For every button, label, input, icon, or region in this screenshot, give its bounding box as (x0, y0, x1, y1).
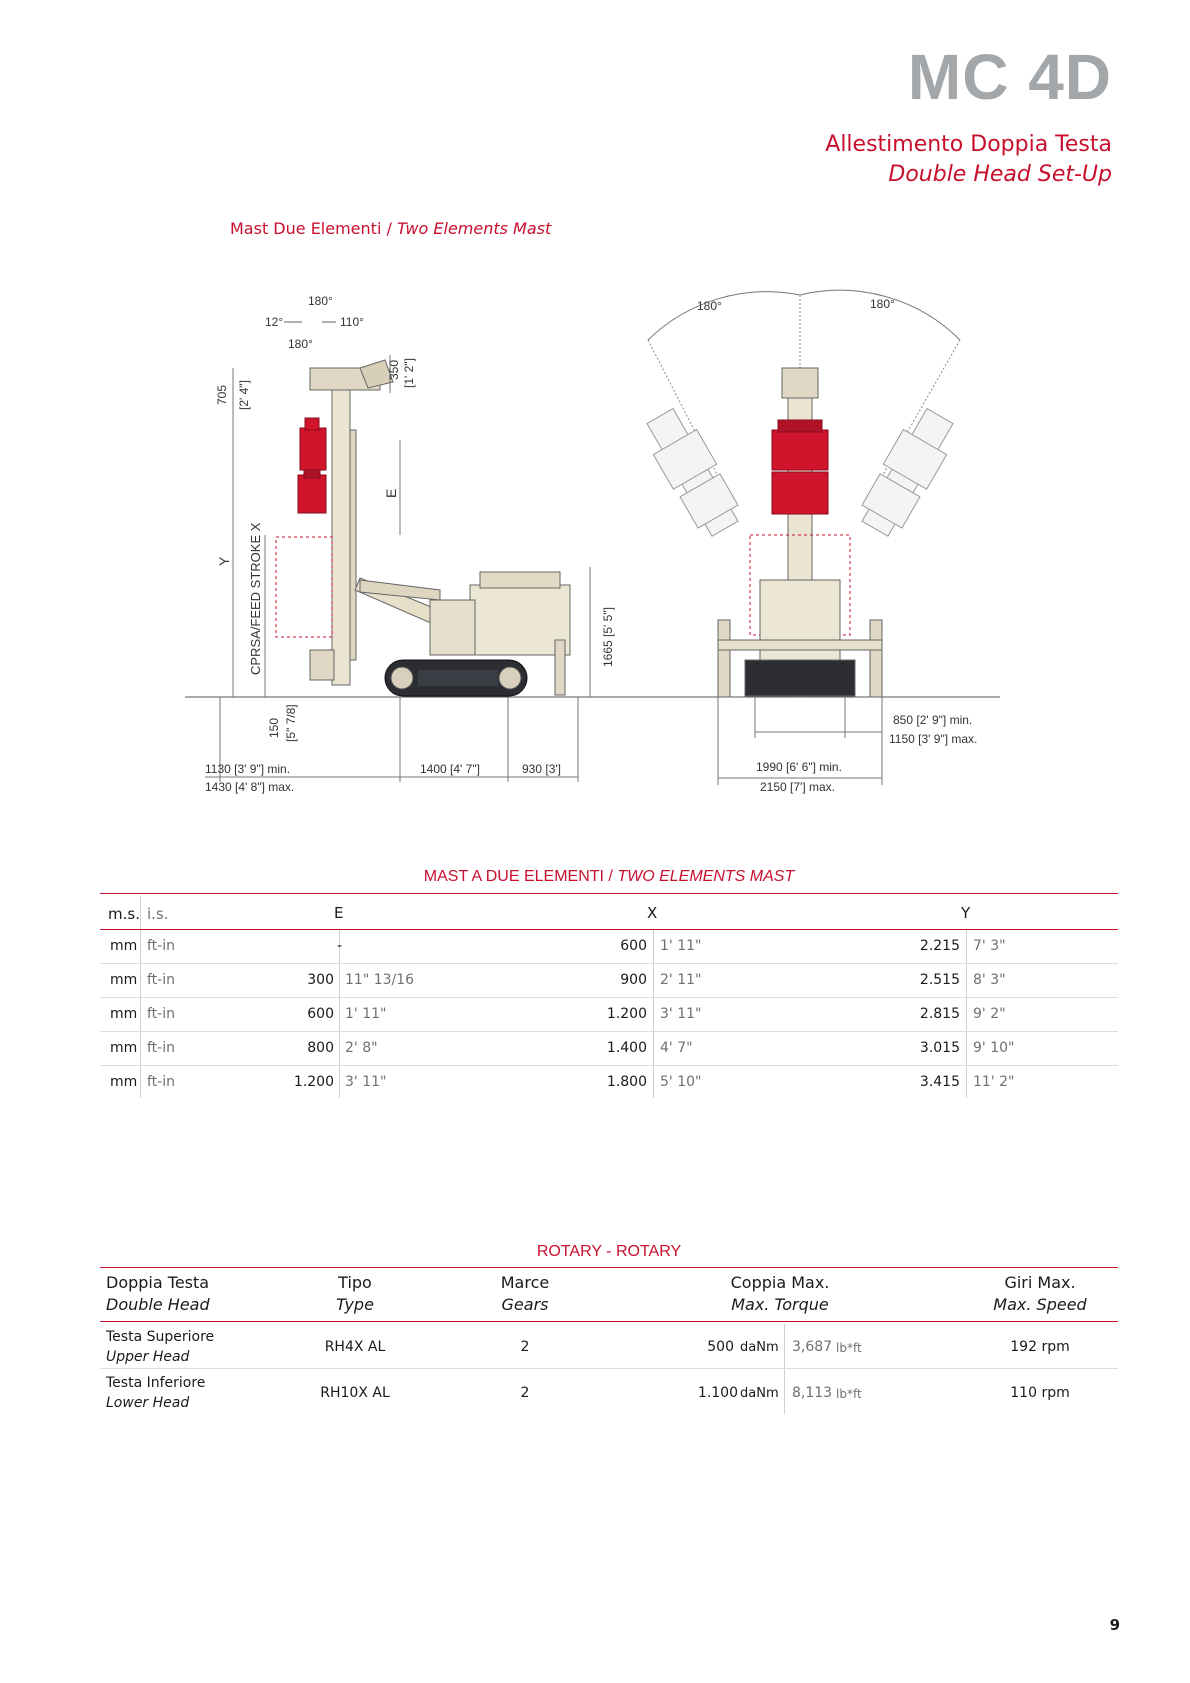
front-crossbeam (718, 640, 882, 650)
page-number: 9 (1109, 1616, 1120, 1634)
row-e-mm: 600 (307, 1006, 334, 1022)
mast-table-title-sep: / (603, 868, 618, 885)
rotary-header-it: Giri Max. (1004, 1273, 1076, 1292)
track-wheel-right (499, 667, 521, 689)
rotary-row-gears: 2 (520, 1339, 530, 1355)
dim-1990-label: 1990 [6' 6"] min. (756, 760, 842, 774)
rotary-name-it: Testa Superiore (106, 1329, 215, 1345)
model-title: MC 4D (907, 41, 1112, 113)
row-ms: mm (110, 1040, 138, 1056)
front-head-cap (778, 420, 822, 432)
rotary-header-en: Max. Speed (993, 1295, 1087, 1314)
header-is: i.s. (147, 905, 169, 923)
row-e-mm: 1.200 (293, 1074, 334, 1090)
header-x: X (647, 904, 658, 922)
row-e-in: 3' 11" (345, 1074, 387, 1090)
row-rule (100, 1065, 1118, 1066)
rotary-row-name (106, 1373, 205, 1413)
mast-table-header-rule (100, 929, 1118, 930)
mast-table-title-it: MAST A DUE ELEMENTI (423, 868, 604, 885)
engine-top (480, 572, 560, 588)
row-ms: mm (110, 972, 138, 988)
rotary-row-gears: 2 (520, 1385, 530, 1401)
row-x-mm: 1.200 (606, 1006, 647, 1022)
dim-1130-label: 1130 [3' 9"] min. (205, 762, 291, 776)
rotary-header-en: Type (336, 1295, 374, 1314)
row-rule (100, 963, 1118, 964)
rotary-row-torque-imp: 8,113 (792, 1385, 833, 1401)
dim-1150-label: 1150 [3' 9"] max. (889, 732, 978, 746)
rotary-table-title: ROTARY - ROTARY (536, 1243, 682, 1260)
header-e: E (334, 904, 344, 922)
section-label-it: Mast Due Elementi (230, 219, 382, 238)
row-rule (100, 1031, 1118, 1032)
rotary-name-it: Testa Inferiore (106, 1375, 206, 1391)
rotary-row-torque-imp-unit: lb*ft (836, 1387, 862, 1401)
mast-table-title (100, 868, 1118, 886)
row-x-in: 5' 10" (660, 1074, 702, 1090)
row-x-in: 2' 11" (660, 972, 702, 988)
rotary-row-name (106, 1327, 214, 1367)
rotary-row-speed: 110 rpm (1010, 1385, 1070, 1401)
dim-150-imp-label: [5" 7/8] (284, 704, 298, 742)
mast-foot (310, 650, 334, 680)
row-is: ft-in (147, 1074, 175, 1090)
rot-right-label: 110° (340, 315, 364, 329)
rotary-row-torque: 1.100 (697, 1385, 738, 1401)
row-ms: mm (110, 938, 138, 954)
row-x-mm: 1.800 (606, 1074, 647, 1090)
rotary-row-torque: 500 (707, 1339, 734, 1355)
front-mast-top (782, 368, 818, 398)
rotary-header-gears (470, 1272, 580, 1316)
dim-e-label: E (383, 488, 399, 498)
row-x-mm: 600 (620, 938, 647, 954)
dim-850-label: 850 [2' 9"] min. (893, 713, 973, 727)
row-e-mm: - (336, 938, 342, 954)
rotary-header-en: Max. Torque (731, 1295, 829, 1314)
front-undercarriage (745, 660, 855, 696)
row-y-mm: 2.215 (919, 938, 960, 954)
col-divider (339, 930, 340, 1098)
rotary-row-torque-unit: daNm (740, 1340, 779, 1355)
rot-top-label: 180° (308, 294, 333, 308)
dim-705-imp-label: [2' 4"] (237, 380, 251, 410)
row-e-in: 2' 8" (345, 1040, 378, 1056)
rotary-table-top-rule (100, 1267, 1118, 1268)
row-x-mm: 1.400 (606, 1040, 647, 1056)
row-ms: mm (110, 1006, 138, 1022)
row-e-mm: 800 (307, 1040, 334, 1056)
lower-head-joint (304, 470, 320, 478)
rotary-header-it: Tipo (338, 1273, 372, 1292)
dim-1400-label: 1400 [4' 7"] (420, 762, 480, 776)
rotary-row-type: RH4X AL (324, 1339, 386, 1355)
rotary-row-type: RH10X AL (320, 1385, 390, 1401)
front-view (638, 290, 977, 794)
dim-2150-label: 2150 [7'] max. (760, 780, 835, 794)
rotary-header-torque (710, 1272, 850, 1316)
row-y-mm: 2.815 (919, 1006, 960, 1022)
rotary-row-torque-unit: daNm (740, 1386, 779, 1401)
rotary-row-torque-imp-unit: lb*ft (836, 1341, 862, 1355)
mast-table-title-en: TWO ELEMENTS MAST (617, 868, 795, 885)
row-e-in: 11" 13/16 (345, 972, 415, 988)
subtitle-it: Allestimento Doppia Testa (825, 132, 1112, 157)
row-rule (100, 1368, 1118, 1369)
row-y-mm: 2.515 (919, 972, 960, 988)
dim-350-label: 350 (387, 359, 401, 380)
dim-1665-label: 1665 [5' 5"] (601, 607, 615, 667)
header-ms: m.s. (108, 905, 140, 923)
row-rule (100, 997, 1118, 998)
section-label-en: Two Elements Mast (396, 219, 552, 238)
ghost-head-left (638, 404, 746, 542)
side-view (205, 294, 615, 794)
row-ms: mm (110, 1074, 138, 1090)
rot-bottom-label: 180° (288, 337, 313, 351)
row-is: ft-in (147, 938, 175, 954)
rotary-name-en: Lower Head (106, 1395, 190, 1411)
col-divider (784, 1324, 785, 1414)
rot-left-label: 12° (265, 315, 284, 329)
row-x-mm: 900 (620, 972, 647, 988)
mast (332, 385, 350, 685)
row-x-in: 3' 11" (660, 1006, 702, 1022)
header-y: Y (961, 904, 971, 922)
front-lower-head (772, 472, 828, 514)
front-outrigger-left (718, 620, 730, 697)
dim-1430-label: 1430 [4' 8"] max. (205, 780, 295, 794)
rotary-header-speed (975, 1272, 1105, 1316)
rotary-name-en: Upper Head (106, 1349, 190, 1365)
row-is: ft-in (147, 972, 175, 988)
upper-head (300, 428, 326, 470)
engine-front (430, 600, 475, 655)
upper-head-top (305, 418, 319, 430)
row-y-mm: 3.415 (919, 1074, 960, 1090)
dim-930-label: 930 [3'] (522, 762, 561, 776)
track-wheel-left (391, 667, 413, 689)
dim-x-label: CPRSA/FEED STROKE X (248, 522, 263, 675)
row-y-in: 11' 2" (973, 1074, 1015, 1090)
arc-left (648, 292, 800, 340)
angle-right-label: 180° (870, 297, 895, 311)
rotary-header-type (300, 1272, 410, 1316)
angle-left-label: 180° (697, 299, 722, 313)
dim-150-label: 150 (267, 717, 281, 738)
row-y-mm: 3.015 (919, 1040, 960, 1056)
subtitle-en: Double Head Set-Up (888, 162, 1112, 187)
rotary-row-torque-imp: 3,687 (792, 1339, 833, 1355)
machine-diagram (0, 0, 1190, 820)
section-label-sep: / (381, 219, 397, 238)
rotary-row-speed: 192 rpm (1010, 1339, 1070, 1355)
row-y-in: 9' 2" (973, 1006, 1006, 1022)
lower-head (298, 475, 326, 513)
rotary-header-it: Doppia Testa (106, 1273, 210, 1292)
row-is: ft-in (147, 1006, 175, 1022)
front-outrigger-right (870, 620, 882, 697)
col-divider (966, 930, 967, 1098)
row-x-in: 1' 11" (660, 938, 702, 954)
mast-rail (350, 430, 356, 660)
dim-705-label: 705 (215, 384, 229, 405)
dim-y-label: Y (216, 556, 232, 566)
col-divider (653, 930, 654, 1098)
dim-350-imp-label: [1' 2"] (402, 358, 416, 388)
rotary-header-it: Coppia Max. (730, 1273, 830, 1292)
track-plate (418, 670, 498, 686)
row-y-in: 8' 3" (973, 972, 1006, 988)
rotary-header-en: Gears (501, 1295, 549, 1314)
row-e-in: 1' 11" (345, 1006, 387, 1022)
row-y-in: 9' 10" (973, 1040, 1015, 1056)
rotary-header-it: Marce (500, 1273, 550, 1292)
row-e-mm: 300 (307, 972, 334, 988)
front-upper-head (772, 430, 828, 470)
feed-stroke-outline (276, 537, 332, 637)
ghost-head-right (853, 404, 961, 542)
row-x-in: 4' 7" (660, 1040, 693, 1056)
rotary-header-en: Double Head (106, 1295, 210, 1314)
row-is: ft-in (147, 1040, 175, 1056)
row-y-in: 7' 3" (973, 938, 1006, 954)
rear-outrigger (555, 640, 565, 695)
rotary-header-head (106, 1272, 210, 1316)
rotary-table-header-rule (100, 1321, 1118, 1322)
mast-table-top-rule (100, 893, 1118, 894)
